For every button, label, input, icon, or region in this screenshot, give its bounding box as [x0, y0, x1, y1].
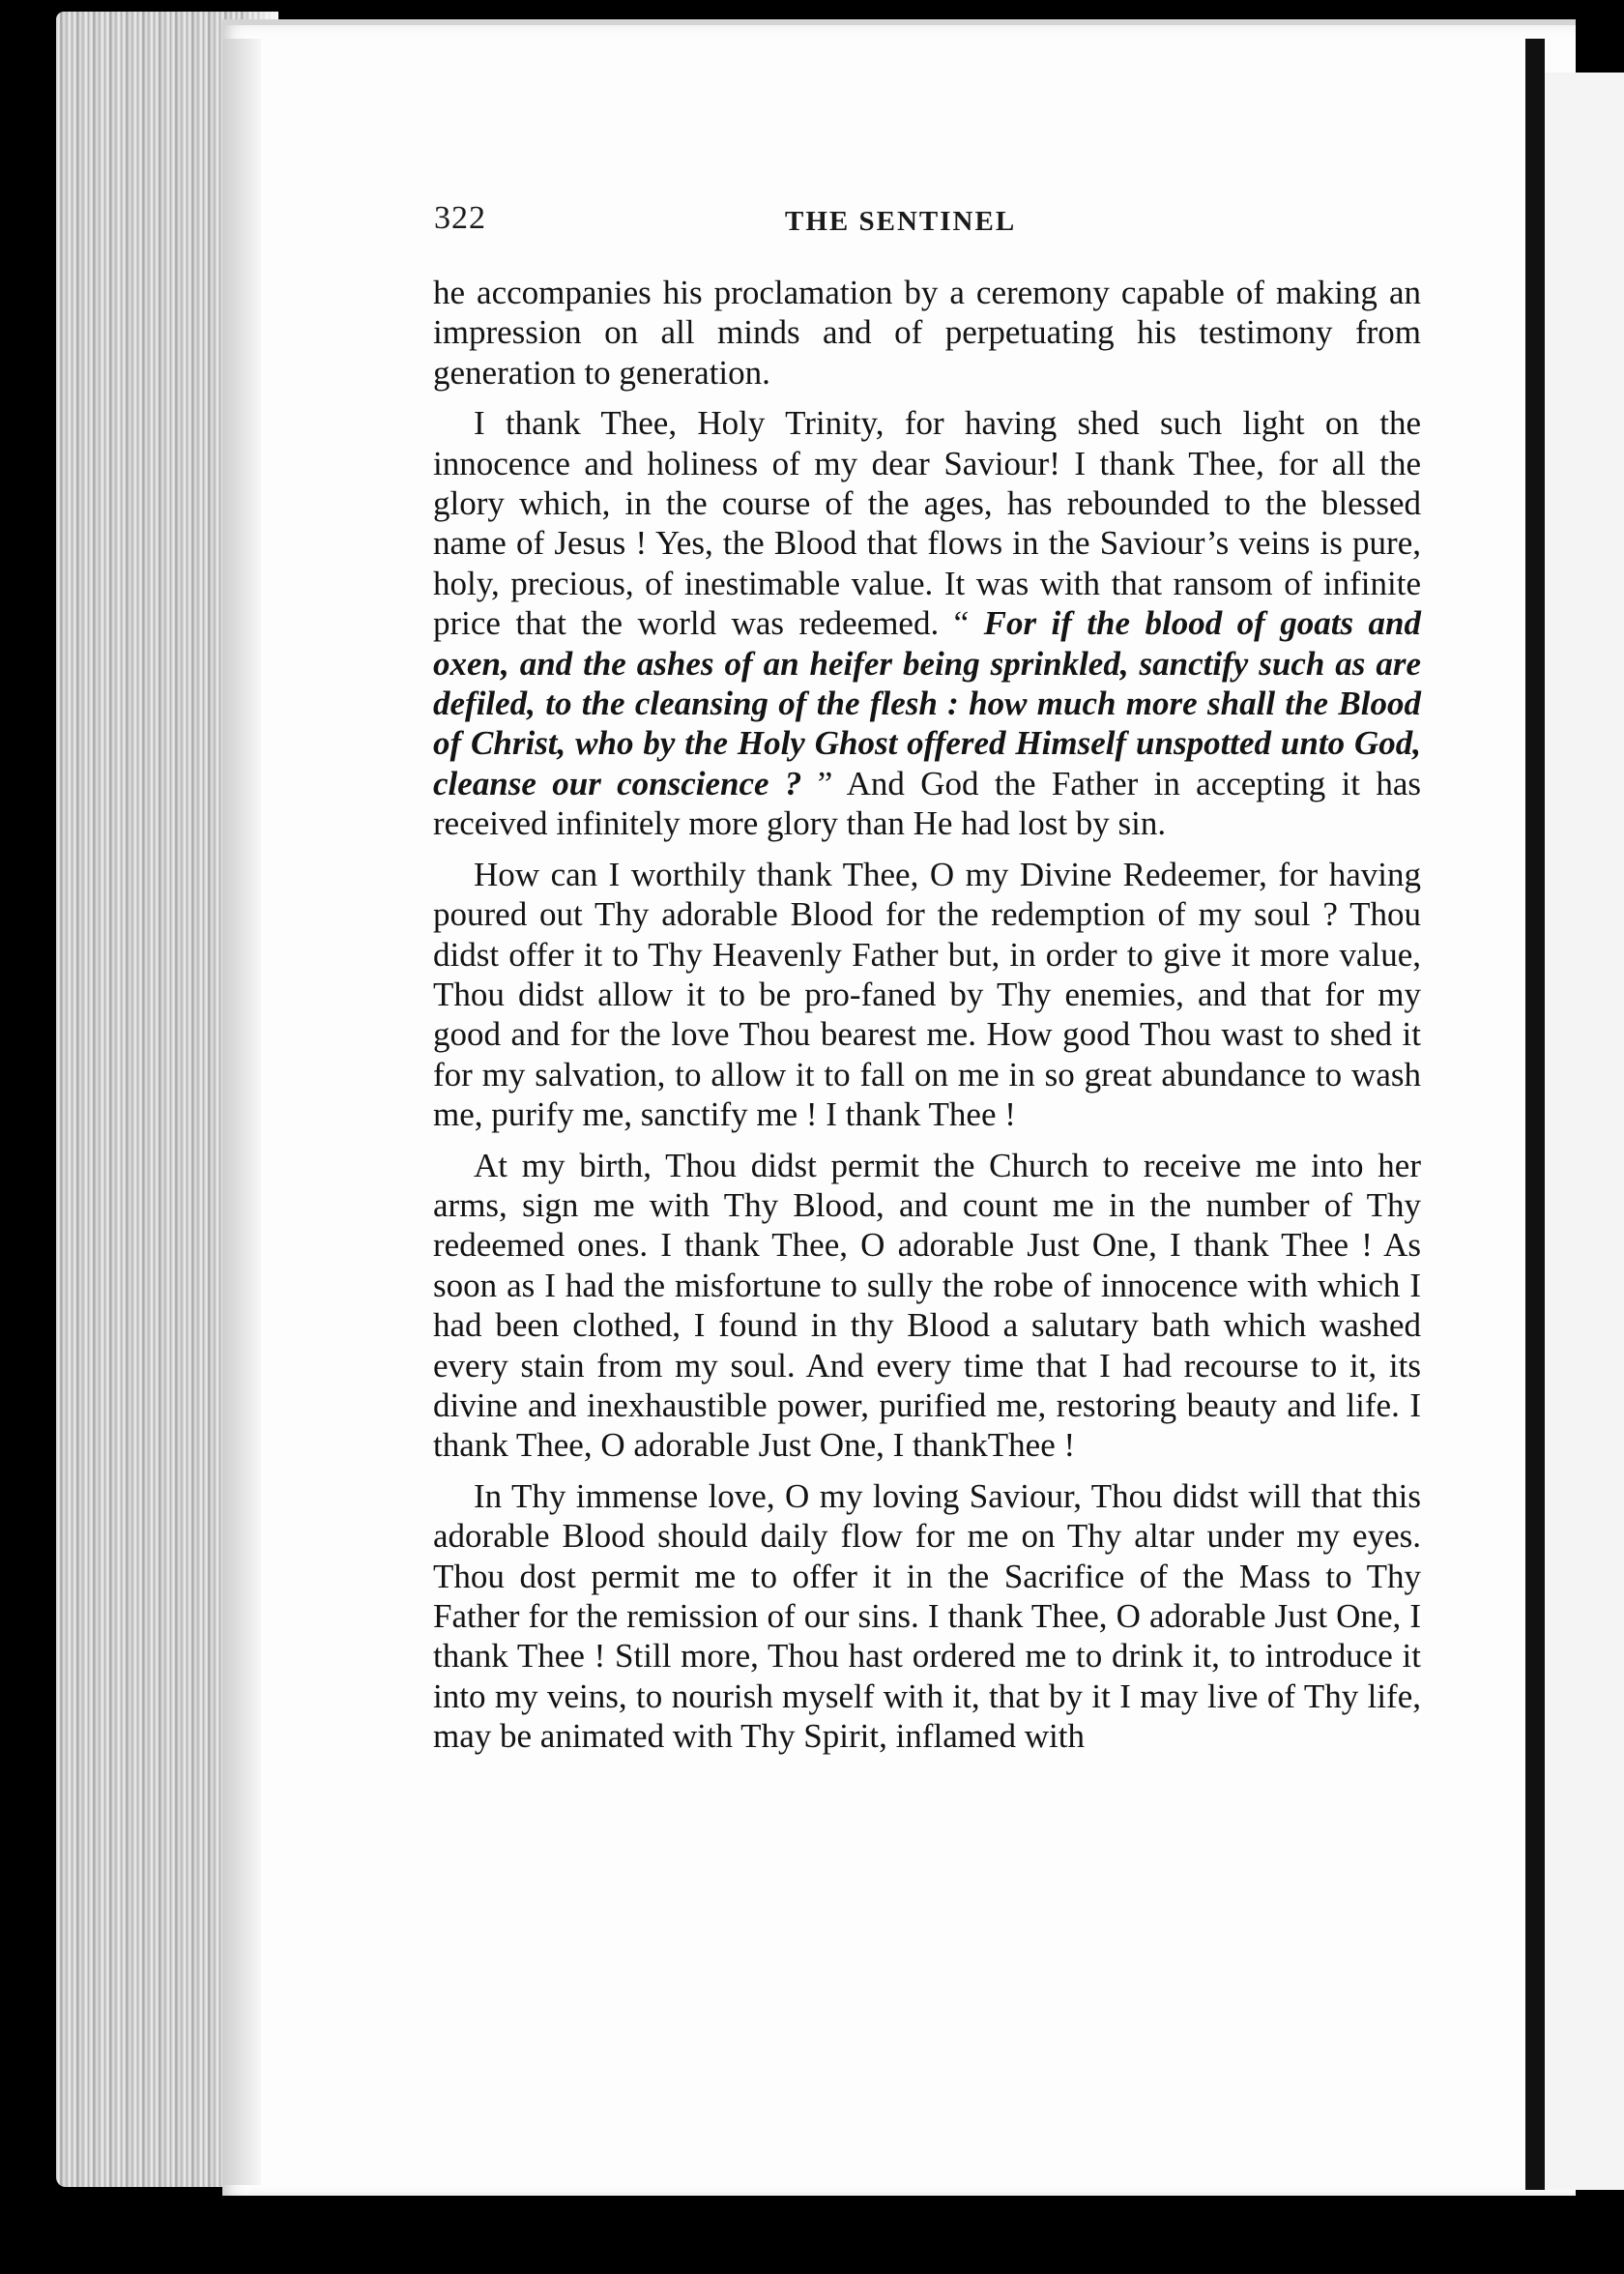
paragraph — [433, 1146, 1421, 1466]
paragraph — [433, 273, 1421, 393]
text-run: How can I worthily thank Thee, O my Divine Redeemer, for having poured out Thy adorable Blood for the redemption of my soul ? Thou didst offer it to Thy Heavenly Father but, in order to give it more value, Thou didst allow it to be pro-faned by Thy enemies, and that for my good and for the love Thou bearest me. How good Thou wast to shed it for my salvation, to allow it to fall on me in so great abundance to wash me, purify me, sanctify me ! I thank Thee ! — [433, 855, 1421, 1134]
page-right-edge-shadow — [1525, 39, 1545, 2190]
scripture-quotation: For if the blood of goats and oxen, and the ashes of an heifer being sprinkled, sanctify such as are defiled, to the cleansing of the flesh : how much more shall the Blood of Christ, who by the Holy Ghost offered Himself unspotted unto God, cleanse our conscience ? — [433, 604, 1421, 802]
text-run: At my birth, Thou didst permit the Church to receive me into her arms, sign me with Thy Blood, and count me in the number of Thy redeemed ones. I thank Thee, O adorable Just One, I thank Thee ! As soon as I had the misfortune to sully the robe of innocence with which I had been clothed, I found in thy Blood a salutary bath which washed every stain from my soul. And every time that I had recourse to it, its divine and inexhaustible power, purified me, restoring beauty and life. I thank Thee, O adorable Just One, I thankThee ! — [433, 1146, 1421, 1465]
paragraph — [433, 1476, 1421, 1757]
text-run: I thank Thee, Holy Trinity, for having shed such light on the innocence and holiness of my dear Saviour! I thank Thee, for all the glory which, in the course of the ages, has rebounded to the blessed name of Jesus ! Yes, the Blood that flows in the Saviour’s veins is pure, holy, precious, of inestimable value. It was with that ransom of infinite price that the world was redeemed. “ — [433, 404, 1421, 643]
paragraph — [433, 403, 1421, 843]
text-run: In Thy immense love, O my loving Saviour, Thou didst will that this adorable Blood should daily flow for me on Thy altar under my eyes. Thou dost permit me to offer it in the Sacrifice of the Mass to Thy Father for the remission of our sins. I thank Thee, O adorable Just One, I thank Thee ! Still more, Thou hast ordered me to drink it, to introduce it into my veins, to nourish myself with it, that by it I may live of Thy life, may be animated with Thy Spirit, inflamed with — [433, 1476, 1421, 1756]
page-gutter-shadow — [222, 39, 261, 2185]
text-run: he accompanies his proclamation by a ceremony capable of making an impression on all minds and of perpetuating his testimony from generation to generation. — [433, 274, 1421, 392]
facing-page-sliver — [1545, 73, 1624, 2190]
paragraph — [433, 855, 1421, 1135]
text-run: ” And God the Father in accepting it has received infinitely more glory than He had lost by sin. — [433, 764, 1421, 843]
running-title: THE SENTINEL — [785, 206, 1017, 237]
body-text — [433, 273, 1421, 1767]
page-number: 322 — [434, 200, 486, 236]
